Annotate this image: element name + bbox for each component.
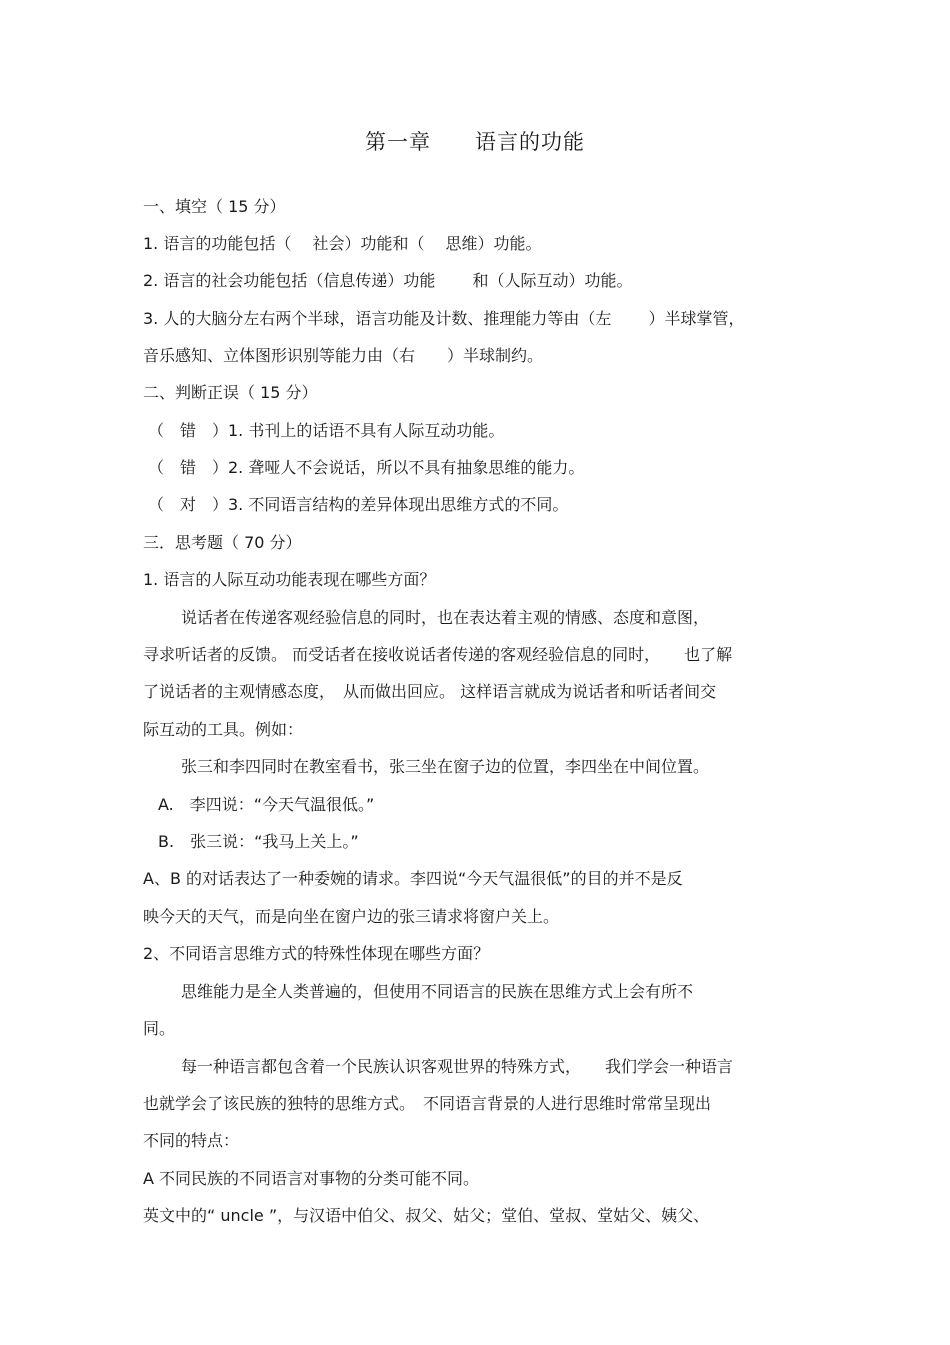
true-false-item-1: （ 错 ）1. 书刊上的话语不具有人际互动功能。 (148, 421, 505, 440)
true-false-item-2: （ 错 ）2. 聋哑人不会说话，所以不具有抽象思维的能力。 (148, 458, 585, 477)
answer-1-line-3: 了说话者的主观情感态度， 从而做出回应。 这样语言就成为说话者和听话者间交 (143, 682, 717, 701)
section-heading-fill-in: 一、填空（ 15 分） (143, 197, 286, 216)
answer-2-line-1: 思维能力是全人类普遍的，但使用不同语言的民族在思维方式上会有所不 (181, 982, 694, 1001)
answer-1-line-4: 际互动的工具。例如： (143, 720, 304, 739)
answer-1-line-1: 说话者在传递客观经验信息的同时，也在表达着主观的情感、态度和意图， (181, 608, 710, 627)
example-setup: 张三和李四同时在教室看书，张三坐在窗子边的位置，李四坐在中间位置。 (181, 757, 710, 776)
answer-2-line-4: 也就学会了该民族的独特的思维方式。 不同语言背景的人进行思维时常常呈现出 (143, 1094, 712, 1113)
example-option-b: B. 张三说：“我马上关上。” (158, 832, 359, 851)
question-1: 1. 语言的人际互动功能表现在哪些方面？ (143, 570, 436, 589)
fill-in-question-3-cont: 音乐感知、立体图形识别等能力由（右 ）半球制约。 (143, 346, 544, 365)
example-explanation-line-1: A、B 的对话表达了一种委婉的请求。李四说“今天气温很低”的目的并不是反 (143, 869, 683, 888)
fill-in-question-3: 3. 人的大脑分左右两个半球，语言功能及计数、推理能力等由（左 ）半球掌管， (143, 309, 745, 328)
true-false-item-3: （ 对 ）3. 不同语言结构的差异体现出思维方式的不同。 (148, 495, 569, 514)
answer-2-line-5: 不同的特点： (143, 1131, 240, 1150)
answer-2-point-a-example: 英文中的“ uncle ”，与汉语中伯父、叔父、姑父；堂伯、堂叔、堂姑父、姨父、 (143, 1206, 710, 1225)
section-heading-questions: 三．思考题（ 70 分） (143, 533, 302, 552)
fill-in-question-1: 1. 语言的功能包括（ 社会）功能和（ 思维）功能。 (143, 234, 542, 253)
example-option-a: A. 李四说：“今天气温很低。” (158, 795, 375, 814)
page-title: 第一章 语言的功能 (365, 130, 585, 154)
question-2: 2、不同语言思维方式的特殊性体现在哪些方面？ (143, 944, 490, 963)
example-explanation-line-2: 映今天的天气，而是向坐在窗户边的张三请求将窗户关上。 (143, 907, 560, 926)
answer-2-line-3: 每一种语言都包含着一个民族认识客观世界的特殊方式， 我们学会一种语言 (181, 1057, 734, 1076)
fill-in-question-2: 2. 语言的社会功能包括（信息传递）功能 和（人际互动）功能。 (143, 271, 633, 290)
answer-2-point-a: A 不同民族的不同语言对事物的分类可能不同。 (143, 1169, 480, 1188)
answer-1-line-2: 寻求听话者的反馈。 而受话者在接收说话者传递的客观经验信息的同时， 也了解 (143, 645, 733, 664)
section-heading-true-false: 二、判断正误（ 15 分） (143, 383, 318, 402)
answer-2-line-2: 同。 (143, 1019, 176, 1038)
